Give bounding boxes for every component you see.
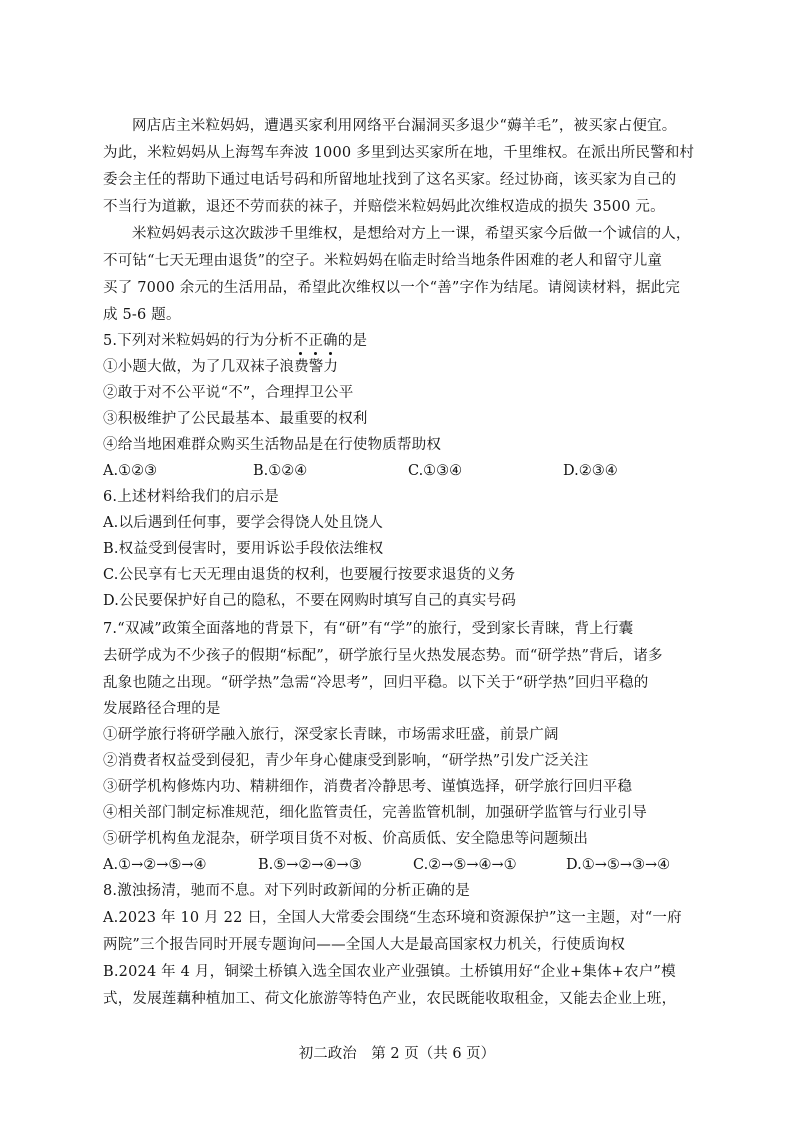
option-d: D.②③④ (563, 463, 618, 479)
question-5-stem: 5.下列对米粒妈妈的行为分析不正确的是 (103, 333, 368, 349)
question-5-item: ②敢于对不公平说“不”，合理捍卫公平 (103, 385, 354, 401)
emphasis-char: 确 (323, 333, 338, 349)
question-7-item: ⑤研学机构鱼龙混杂，研学项目货不对板、价高质低、安全隐患等问题频出 (103, 831, 589, 847)
question-7-stem: 去研学成为不少孩子的假期“标配”，研学旅行呈火热发展态势。而“研学热”背后，诸多 (103, 648, 663, 664)
passage-line: 成 5-6 题。 (103, 307, 181, 323)
page-footer: 初二政治 第 2 页（共 6 页） (298, 1046, 496, 1062)
passage-line: 不当行为道歉，退还不劳而获的袜子，并赔偿米粒妈妈此次维权造成的损失 3500 元。 (103, 199, 665, 215)
question-5-item: ①小题大做，为了几双袜子浪费警力 (103, 359, 339, 375)
question-7-stem: 乱象也随之出现。“研学热”急需“冷思考”，回归平稳。以下关于“研学热”回归平稳的 (103, 675, 649, 691)
passage-line: 为此，米粒妈妈从上海驾车奔波 1000 多里到达买家所在地，千里维权。在派出所民警和村 (103, 145, 695, 161)
question-6-option: C.公民享有七天无理由退货的权利，也要履行按要求退货的义务 (103, 567, 516, 583)
question-7-stem: 7.“双减”政策全面落地的背景下，有“研”有“学”的旅行，受到家长青睐，背上行囊 (103, 621, 634, 637)
passage-line: 网店店主米粒妈妈，遭遇买家利用网络平台漏洞买多退少“薅羊毛”，被买家占便宜。 (132, 118, 677, 134)
question-8-stem: 8.激浊扬清，驰而不息。对下列时政新闻的分析正确的是 (103, 883, 471, 899)
question-7-stem: 发展路径合理的是 (103, 701, 221, 717)
passage-line: 买了 7000 余元的生活用品，希望此次维权以一个“善”字作为结尾。请阅读材料，据此完 (103, 280, 681, 296)
question-5-item: ④给当地困难群众购买生活物品是在行使物质帮助权 (103, 437, 442, 453)
passage-line: 委会主任的帮助下通过电话号码和所留地址找到了这名买家。经过协商，该买家为自己的 (103, 172, 677, 188)
option-b: B.⑤→②→④→③ (258, 857, 362, 873)
question-5-item: ③积极维护了公民最基本、最重要的权利 (103, 411, 368, 427)
option-d: D.①→⑤→③→④ (566, 857, 671, 873)
question-8-option-text: 式，发展莲藕种植加工、荷文化旅游等特色产业，农民既能收取租金，又能去企业上班， (103, 991, 677, 1007)
question-6-option: A.以后遇到任何事，要学会得饶人处且饶人 (103, 515, 384, 531)
passage-line: 米粒妈妈表示这次跋涉千里维权，是想给对方上一课，希望买家今后做一个诚信的人， (132, 226, 691, 242)
question-6-option: B.权益受到侵害时，要用诉讼手段依法维权 (103, 541, 384, 557)
option-c: C.②→⑤→④→① (413, 857, 517, 873)
question-8-option-text: 两院”三个报告同时开展专题询问——全国人大是最高国家权力机关，行使质询权 (103, 937, 626, 953)
option-b: B.①②④ (253, 463, 308, 479)
question-6-stem: 6.上述材料给我们的启示是 (103, 489, 279, 505)
question-8-option-text: B.2024 年 4 月，铜梁土桥镇入选全国农业产业强镇。土桥镇用好“企业+集体+农户”模 (103, 964, 676, 980)
option-a: A.①②③ (103, 463, 158, 479)
option-a: A.①→②→⑤→④ (103, 857, 207, 873)
option-c: C.①③④ (408, 463, 463, 479)
question-5-options (103, 461, 703, 481)
question-7-item: ③研学机构修炼内功、精耕细作，消费者冷静思考、谨慎选择，研学旅行回归平稳 (103, 779, 633, 795)
question-6-option: D.公民要保护好自己的隐私，不要在网购时填写自己的真实号码 (103, 593, 517, 609)
question-7-item: ①研学旅行将研学融入旅行，深受家长青睐，市场需求旺盛，前景广阔 (103, 727, 559, 743)
question-7-item: ④相关部门制定标准规范，细化监管责任，完善监管机制，加强研学监管与行业引导 (103, 805, 647, 821)
emphasis-char: 正 (308, 333, 324, 349)
passage-line: 不可钻“七天无理由退货”的空子。米粒妈妈在临走时给当地条件困难的老人和留守儿童 (103, 253, 663, 269)
question-7-item: ②消费者权益受到侵犯，青少年身心健康受到影响，“研学热”引发广泛关注 (103, 753, 589, 769)
question-7-options (103, 855, 703, 875)
emphasis-char: 不 (293, 333, 309, 349)
question-8-option-text: A.2023 年 10 月 22 日，全国人大常委会围绕“生态环境和资源保护”这一主题，对“一府 (103, 910, 682, 926)
